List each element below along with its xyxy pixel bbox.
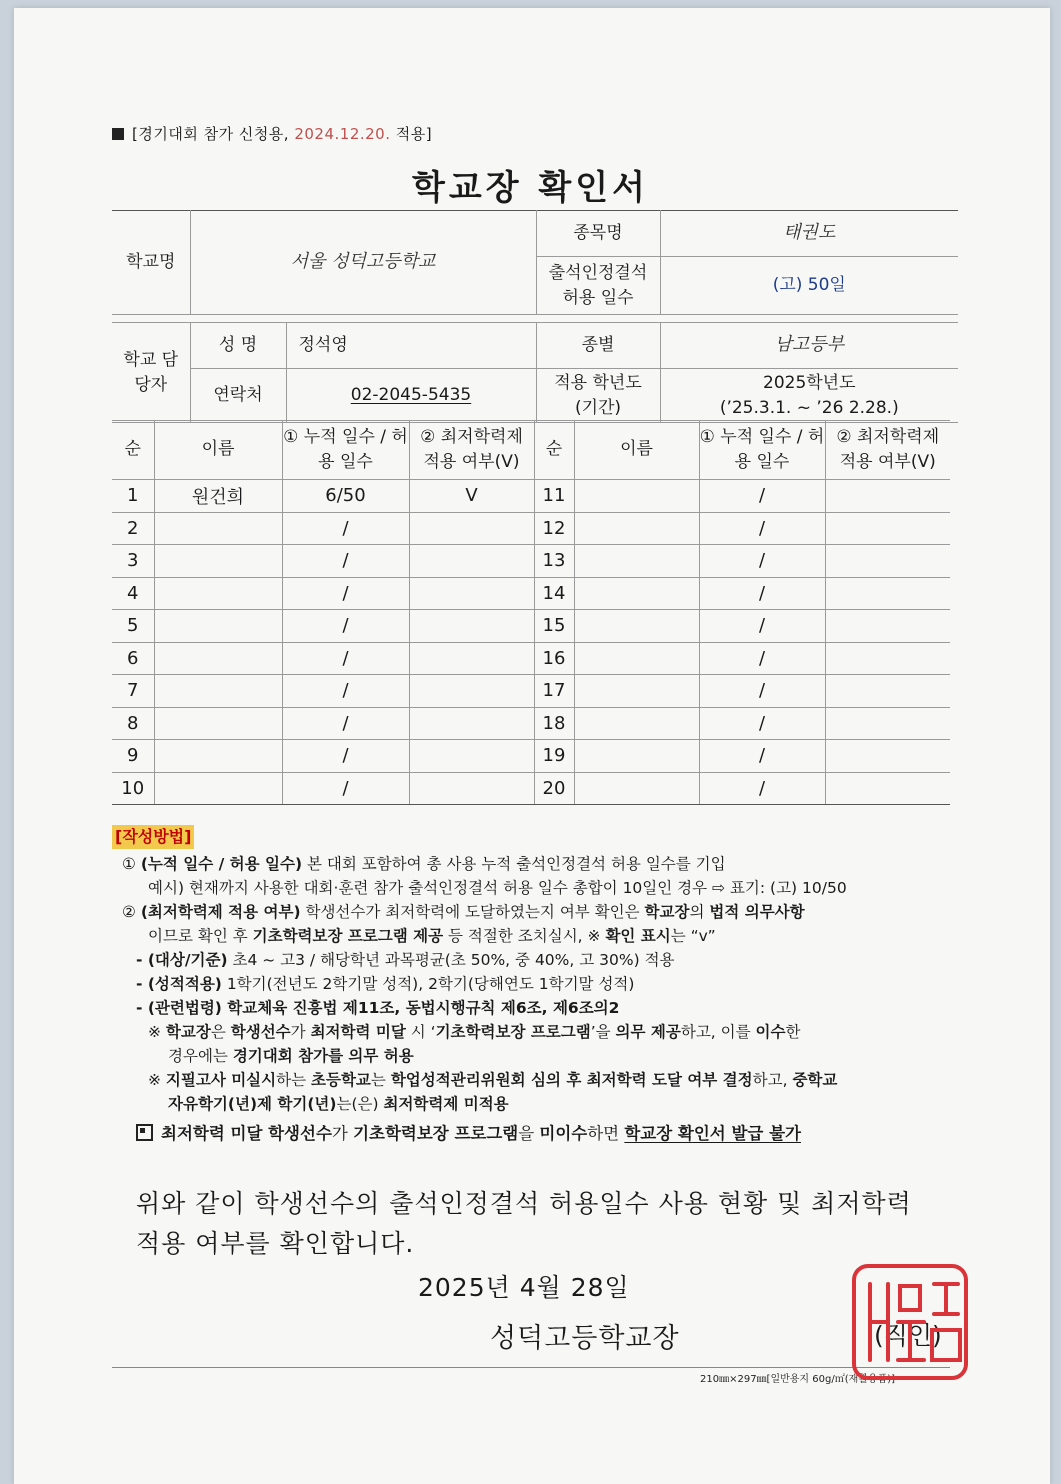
method-line: ① (누적 일수 / 허용 일수) 본 대회 포함하여 총 사용 누적 출석인정결석 허용 일수를 기입 bbox=[122, 855, 726, 873]
table-row bbox=[112, 577, 950, 610]
cell-min bbox=[825, 512, 950, 545]
cell-days: / bbox=[699, 610, 825, 643]
cell-min bbox=[825, 740, 950, 773]
absence-days-label: 출석인정결석 허용 일수 bbox=[536, 257, 660, 315]
table-row bbox=[112, 707, 950, 740]
cell-days: / bbox=[282, 740, 409, 773]
cell-no: 4 bbox=[112, 577, 154, 610]
seal-label: (직인) bbox=[874, 1321, 942, 1350]
cell-name bbox=[574, 675, 699, 708]
cell-no: 6 bbox=[112, 642, 154, 675]
cell-min bbox=[409, 772, 534, 805]
school-info-table bbox=[112, 210, 958, 423]
method-header: [작성방법] bbox=[112, 825, 194, 849]
cell-name bbox=[154, 577, 282, 610]
cell-days: / bbox=[699, 642, 825, 675]
name-label: 성 명 bbox=[190, 323, 286, 369]
cell-min bbox=[825, 577, 950, 610]
cell-no: 11 bbox=[534, 480, 574, 513]
cell-no: 10 bbox=[112, 772, 154, 805]
method-line: - (관련법령) 학교체육 진흥법 제11조, 동법시행규칙 제6조, 제6조의2 bbox=[136, 999, 620, 1017]
bottom-divider bbox=[112, 1367, 950, 1368]
category-value: 남고등부 bbox=[660, 323, 958, 369]
cell-name bbox=[574, 577, 699, 610]
cell-min bbox=[409, 512, 534, 545]
cell-days: / bbox=[282, 610, 409, 643]
year-label: 적용 학년도 (기간) bbox=[536, 369, 660, 423]
cell-no: 19 bbox=[534, 740, 574, 773]
school-label: 학교명 bbox=[112, 211, 190, 315]
col-no: 순 bbox=[534, 421, 574, 480]
col-days: ① 누적 일수 / 허용 일수 bbox=[282, 421, 409, 480]
cell-no: 17 bbox=[534, 675, 574, 708]
cell-days: / bbox=[282, 707, 409, 740]
sport-value: 태권도 bbox=[660, 211, 958, 257]
confirmation-text: 위와 같이 학생선수의 출석인정결석 허용일수 사용 현황 및 최저학력 적용 여부를 확인합니다. bbox=[136, 1189, 912, 1258]
cell-min bbox=[409, 545, 534, 578]
cell-days: / bbox=[699, 707, 825, 740]
cell-no: 12 bbox=[534, 512, 574, 545]
cell-name bbox=[154, 545, 282, 578]
method-line: 자유학기(년)제 학기(년)는(은) 최저학력제 미적용 bbox=[168, 1095, 509, 1113]
contact-label: 연락처 bbox=[190, 369, 286, 423]
cell-no: 15 bbox=[534, 610, 574, 643]
cell-days: / bbox=[282, 545, 409, 578]
cell-min bbox=[825, 545, 950, 578]
cell-days: / bbox=[282, 577, 409, 610]
cell-no: 5 bbox=[112, 610, 154, 643]
cell-name bbox=[154, 642, 282, 675]
black-square-icon bbox=[112, 128, 124, 140]
method-line: ② (최저학력제 적용 여부) 학생선수가 최저학력에 도달하였는지 여부 확인은 학교장의 법적 의무사항 bbox=[122, 903, 805, 921]
cell-name bbox=[574, 642, 699, 675]
issue-date: 2025년 4월 28일 bbox=[418, 1273, 630, 1302]
table-row bbox=[112, 512, 950, 545]
cell-name bbox=[154, 512, 282, 545]
cell-days: / bbox=[699, 675, 825, 708]
cell-days: / bbox=[282, 512, 409, 545]
cell-no: 2 bbox=[112, 512, 154, 545]
method-line: - (대상/기준) 초4 ~ 고3 / 해당학년 과목평균(초 50%, 중 40%, 고 30%) 적용 bbox=[136, 951, 675, 969]
cell-min bbox=[825, 707, 950, 740]
cell-no: 16 bbox=[534, 642, 574, 675]
cell-min bbox=[409, 740, 534, 773]
cell-days: / bbox=[699, 740, 825, 773]
col-days: ① 누적 일수 / 허용 일수 bbox=[699, 421, 825, 480]
cell-name bbox=[154, 610, 282, 643]
method-final-line: 최저학력 미달 학생선수가 기초학력보장 프로그램을 미이수하면 학교장 확인서 발급 불가 bbox=[112, 1122, 962, 1146]
cell-days: / bbox=[699, 545, 825, 578]
cell-name: 원건희 bbox=[154, 480, 282, 513]
col-no: 순 bbox=[112, 421, 154, 480]
cell-days: 6/50 bbox=[282, 480, 409, 513]
table-row bbox=[112, 675, 950, 708]
method-line: ※ 지필고사 미실시하는 초등학교는 학업성적관리위원회 심의 후 최저학력 도달 여부 결정하고, 중학교 bbox=[148, 1071, 838, 1089]
method-line: 예시) 현재까지 사용한 대회·훈련 참가 출석인정결석 허용 일수 총합이 10일인 경우 ⇨ 표기: (고) 10/50 bbox=[148, 879, 847, 897]
year-value: 2025학년도 bbox=[763, 373, 856, 393]
year-period: (’25.3.1. ~ ’26 2.28.) bbox=[719, 397, 899, 418]
cell-min bbox=[409, 610, 534, 643]
col-min-standard: ② 최저학력제 적용 여부(V) bbox=[825, 421, 950, 480]
cell-no: 14 bbox=[534, 577, 574, 610]
student-list-table bbox=[112, 420, 950, 805]
table-row bbox=[112, 772, 950, 805]
cell-no: 1 bbox=[112, 480, 154, 513]
manager-label: 학교 담당자 bbox=[112, 323, 190, 423]
cell-min bbox=[409, 577, 534, 610]
cell-min bbox=[825, 772, 950, 805]
cell-min: V bbox=[409, 480, 534, 513]
cell-no: 13 bbox=[534, 545, 574, 578]
table-row bbox=[112, 545, 950, 578]
cell-days: / bbox=[699, 480, 825, 513]
cell-name bbox=[154, 675, 282, 708]
table-row bbox=[112, 642, 950, 675]
cell-days: / bbox=[699, 577, 825, 610]
cell-name bbox=[574, 512, 699, 545]
category-label: 종별 bbox=[536, 323, 660, 369]
cell-min bbox=[825, 480, 950, 513]
col-name: 이름 bbox=[574, 421, 699, 480]
cell-name bbox=[574, 480, 699, 513]
cell-name bbox=[574, 707, 699, 740]
cell-min bbox=[409, 707, 534, 740]
method-line: 이므로 확인 후 기초학력보장 프로그램 제공 등 적절한 조치실시, ※ 확인 표시는 “v” bbox=[148, 927, 716, 945]
cell-min bbox=[825, 642, 950, 675]
absence-days-value: (고) 50일 bbox=[660, 257, 958, 315]
cell-no: 9 bbox=[112, 740, 154, 773]
cell-no: 20 bbox=[534, 772, 574, 805]
name-value: 정석영 bbox=[286, 323, 536, 369]
cell-name bbox=[574, 772, 699, 805]
method-line: 경우에는 경기대회 참가를 의무 허용 bbox=[168, 1047, 414, 1065]
contact-value: 02-2045-5435 bbox=[350, 385, 472, 406]
cell-no: 3 bbox=[112, 545, 154, 578]
cell-min bbox=[825, 610, 950, 643]
sport-label: 종목명 bbox=[536, 211, 660, 257]
cell-name bbox=[574, 740, 699, 773]
cell-name bbox=[154, 707, 282, 740]
cell-no: 8 bbox=[112, 707, 154, 740]
cell-name bbox=[574, 610, 699, 643]
form-note: [경기대회 참가 신청용, 2024.12.20. 적용] bbox=[112, 123, 432, 144]
principal-name: 성덕고등학교장 bbox=[490, 1323, 680, 1354]
table-row bbox=[112, 480, 950, 513]
cell-name bbox=[574, 545, 699, 578]
cell-min bbox=[409, 675, 534, 708]
cell-days: / bbox=[282, 772, 409, 805]
table-row bbox=[112, 740, 950, 773]
cell-min bbox=[409, 642, 534, 675]
paper-spec: 210㎜×297㎜[일반용지 60g/㎡(재활용품)] bbox=[700, 1374, 896, 1385]
method-line: ※ 학교장은 학생선수가 최저학력 미달 시 ‘기초학력보장 프로그램’을 의무 제공하고, 이를 이수한 bbox=[148, 1023, 801, 1041]
cell-days: / bbox=[699, 512, 825, 545]
cell-days: / bbox=[699, 772, 825, 805]
official-seal-icon bbox=[848, 1260, 972, 1384]
page-title: 학교장 확인서 bbox=[412, 168, 649, 208]
cell-name bbox=[154, 772, 282, 805]
col-name: 이름 bbox=[154, 421, 282, 480]
writing-method bbox=[112, 825, 962, 1146]
table-row bbox=[112, 610, 950, 643]
checkbox-square-icon bbox=[136, 1124, 153, 1141]
cell-days: / bbox=[282, 675, 409, 708]
cell-name bbox=[154, 740, 282, 773]
cell-no: 18 bbox=[534, 707, 574, 740]
cell-min bbox=[825, 675, 950, 708]
school-value: 서울 성덕고등학교 bbox=[190, 211, 536, 315]
cell-no: 7 bbox=[112, 675, 154, 708]
cell-days: / bbox=[282, 642, 409, 675]
col-min-standard: ② 최저학력제 적용 여부(V) bbox=[409, 421, 534, 480]
method-line: - (성적적용) 1학기(전년도 2학기말 성적), 2학기(당해연도 1학기말 성적) bbox=[136, 975, 635, 993]
note-date: 2024.12.20. bbox=[294, 125, 391, 143]
